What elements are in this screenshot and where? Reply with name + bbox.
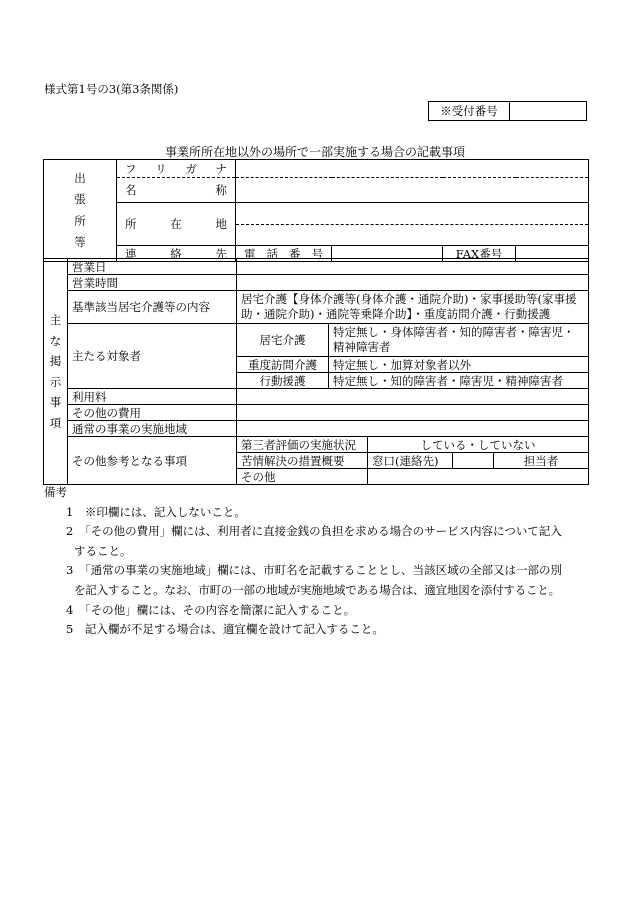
service-area-field[interactable]: [237, 421, 589, 437]
target-label: 主たる対象者: [68, 324, 237, 389]
business-days-field[interactable]: [237, 259, 589, 275]
main-items-table: [43, 258, 589, 485]
office-group-char: 等: [74, 235, 86, 249]
office-group-label: [44, 160, 117, 262]
target-service-label: 行動援護: [237, 373, 329, 389]
name-label: 名 称: [117, 178, 236, 203]
other-label: その他: [237, 469, 368, 485]
notes-section: [44, 483, 592, 640]
complaint-window-field[interactable]: [453, 453, 494, 469]
complaint-label: 苦情解決の措置概要: [237, 453, 368, 469]
receipt-number-field[interactable]: [510, 102, 586, 120]
other-costs-label: その他の費用: [68, 405, 237, 421]
reference-label: その他参考となる事項: [68, 437, 237, 485]
receipt-number-box: [428, 101, 587, 121]
notes-heading: 備考: [44, 485, 67, 499]
target-value[interactable]: 特定無し・身体障害者・知的障害者・障害児・精神障害者: [329, 324, 589, 357]
office-group-char: 張: [74, 192, 86, 206]
service-content-label: 基準該当居宅介護等の内容: [68, 291, 237, 324]
furigana-label: フ リ ガ ナ: [117, 160, 236, 178]
business-days-label: 営業日: [68, 259, 237, 275]
name-field[interactable]: [236, 178, 589, 203]
main-group-label: 主 な 掲 示 事 項: [44, 259, 68, 485]
contact-label: 連 絡 先: [117, 246, 236, 262]
address-field[interactable]: [236, 203, 589, 246]
business-hours-field[interactable]: [237, 275, 589, 291]
office-group-char: 出: [74, 170, 86, 185]
note-item: 3 「通常の事業の実施地域」欄には、市町名を記載することとし、当該区域の全部又は一部の別: [66, 563, 563, 578]
complaint-person-label: 担当者: [494, 453, 589, 469]
phone-label: 電 話 番 号: [236, 246, 332, 262]
complaint-window-label: 窓口(連絡先): [368, 453, 453, 469]
fee-label: 利用料: [68, 389, 237, 405]
business-hours-label: 営業時間: [68, 275, 237, 291]
target-value[interactable]: 特定無し・知的障害者・障害児・精神障害者: [329, 373, 589, 389]
target-service-label: 居宅介護: [237, 324, 329, 357]
third-party-value[interactable]: している・していない: [368, 437, 589, 453]
fax-label: FAX番号: [443, 246, 516, 262]
note-item: 2 「その他の費用」欄には、利用者に直接金銭の負担を求める場合のサービス内容について記入: [66, 524, 562, 539]
page-title: 事業所所在地以外の場所で一部実施する場合の記載事項: [164, 145, 465, 159]
third-party-label: 第三者評価の実施状況: [237, 437, 368, 453]
service-content-value[interactable]: 居宅介護【身体介護等(身体介護・通院介助)・家事援助等(家事援助・通院介助)・通院等乗降介助】・重度訪問介護・行動援護: [237, 291, 589, 324]
office-group-char: 所: [74, 213, 86, 228]
address-label: 所 在 地: [117, 203, 236, 246]
form-number: 様式第1号の3(第3条関係): [44, 82, 179, 96]
fee-field[interactable]: [237, 389, 589, 405]
target-value[interactable]: 特定無し・加算対象者以外: [329, 357, 589, 373]
office-info-table: [43, 159, 589, 262]
service-area-label: 通常の事業の実施地域: [68, 421, 237, 437]
note-item: 5 記入欄が不足する場合は、適宜欄を設けて記入すること。: [66, 622, 384, 637]
note-item: 1 ※印欄には、記入しないこと。: [66, 504, 246, 519]
furigana-field[interactable]: [236, 160, 589, 178]
note-item-continued: すること。: [74, 543, 132, 558]
receipt-number-label: ※受付番号: [429, 102, 510, 120]
note-item-continued: を記入すること。なお、市町の一部の地域が実施地域である場合は、適宜地図を添付すること。: [74, 582, 560, 597]
target-service-label: 重度訪問介護: [237, 357, 329, 373]
note-item: 4 「その他」欄には、その内容を簡潔に記入すること。: [66, 602, 356, 617]
other-costs-field[interactable]: [237, 405, 589, 421]
